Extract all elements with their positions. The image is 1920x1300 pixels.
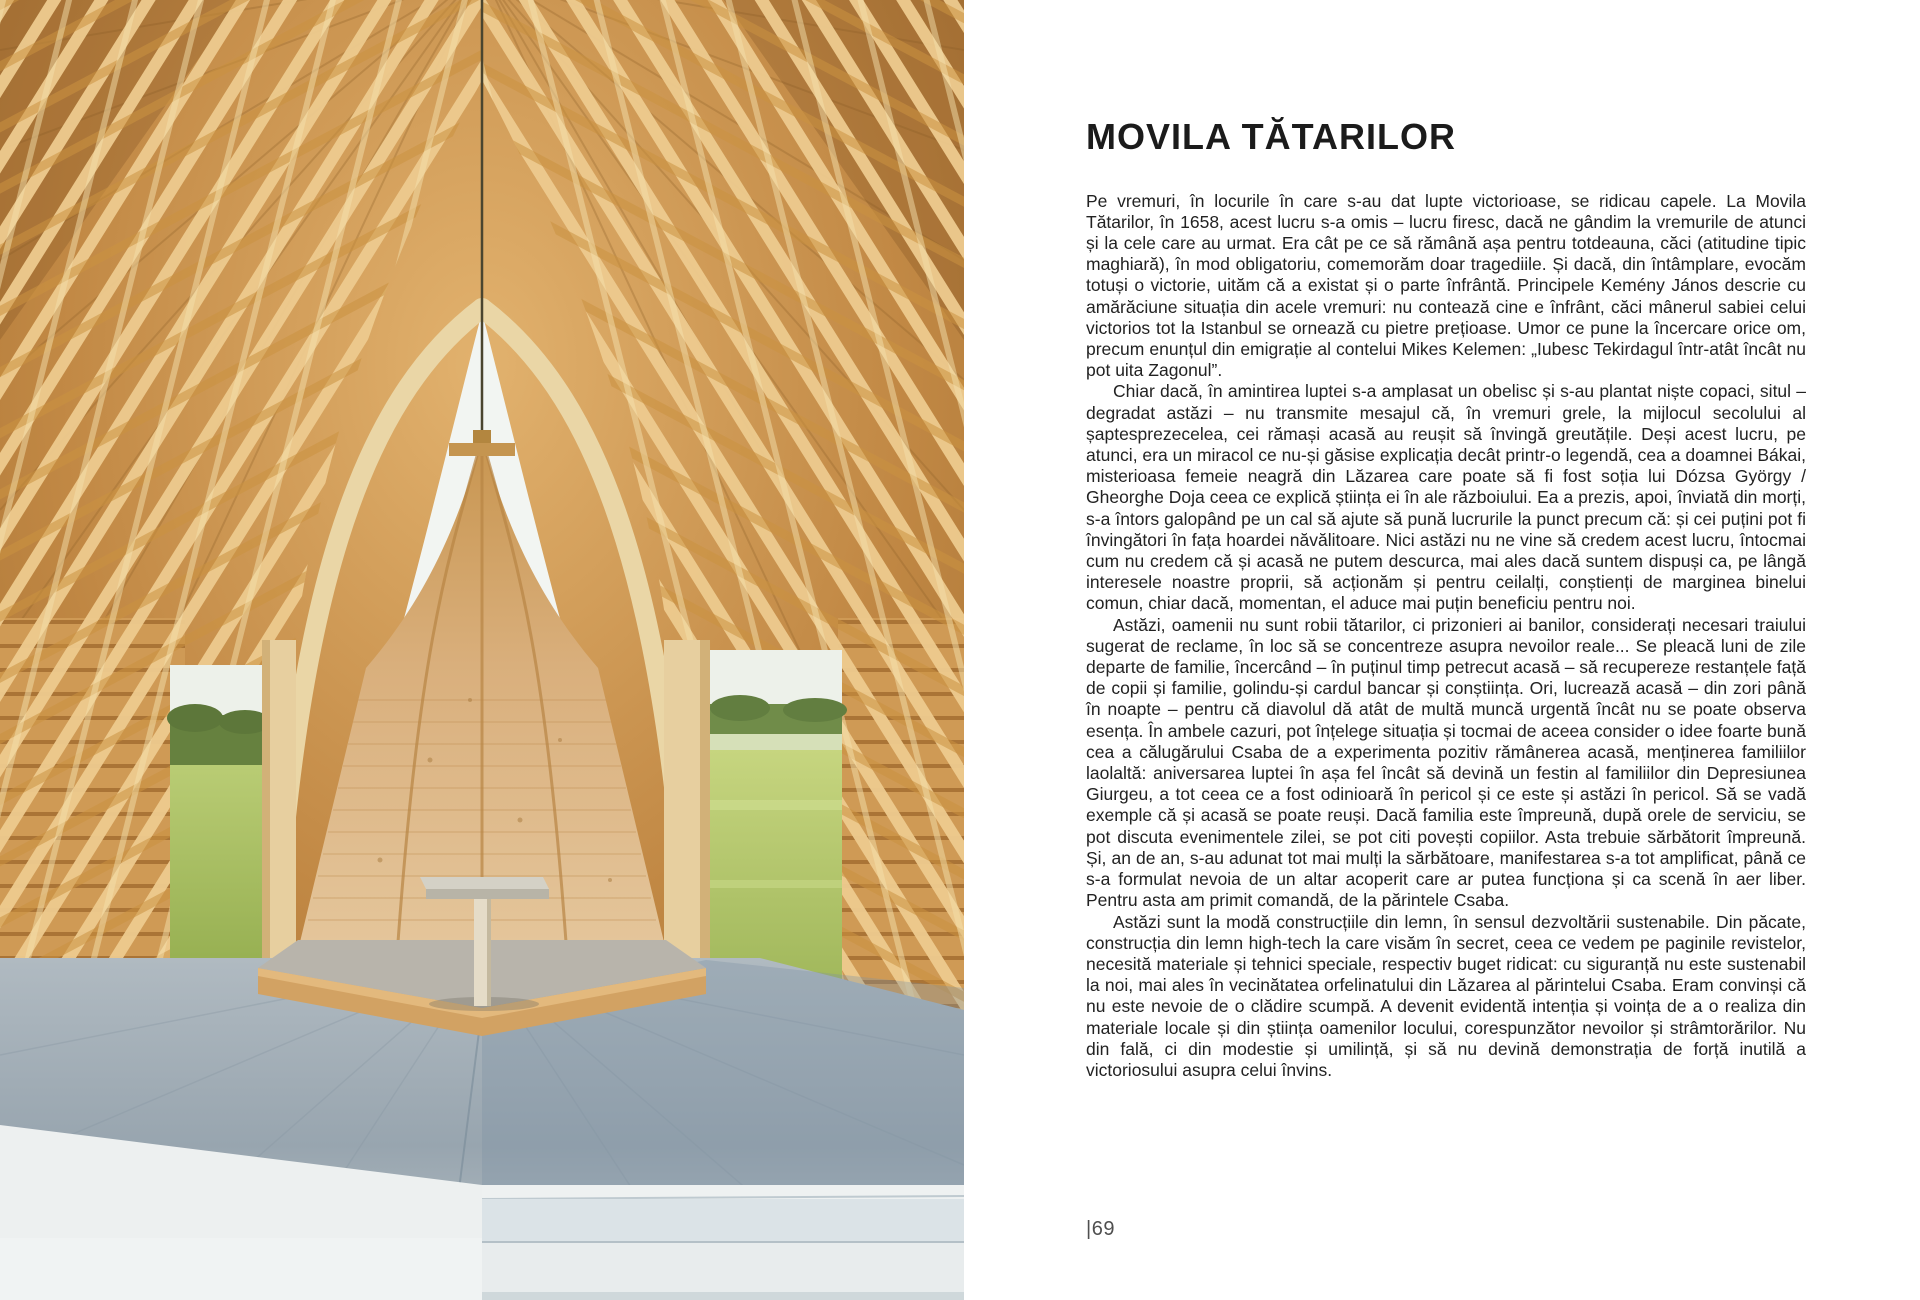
article-body: [1086, 191, 1806, 1082]
sunlit-deck-left: [0, 1238, 482, 1300]
body-paragraph-3: Astăzi, oamenii nu sunt robii tătarilor, ci prizonieri ai banilor, considerați necesari traiului sugerat de reclame, în loc să se concentreze asupra nevoilor reale... Se pleacă luni de zile departe de familie, încercând – în puținul timp petrecut acasă – să recupereze restanțele față de copii și familie, golindu-și cardul bancar și conștiința. Ori, lucrează acasă – din zori până în noapte – pentru că diavolul dă atât de multă muncă urgentă încât nu se poate observa esența. În ambele cazuri, pot înțelege situația și tocmai de aceea consider o idee foarte bună cea a călugărului Csaba de a experimenta pozitiv rămânerea acasă, menținerea familiilor laolaltă: aniversarea luptei în așa fel încât să devină un festin al familiilor din Depresiunea Giurgeu, a tot ceea ce a fost odinioară în pericol și ce este și astăzi în pericol. Să se vadă exemple că și acasă se poate reuși. Dacă familia este împreună, după orele de serviciu, se pot discuta evenimentele zilei, se pot citi povești copiilor. Asta trebuie sărbătorit împreună. Și, an de an, s-au adunat tot mai mulți la sărbătoare, manifestarea s-a tot amplificat, până ce s-a formulat nevoia de un altar acoperit care ar putea funcționa și ca scenă în aer liber. Pentru asta am primit comandă, de la părintele Csaba.: [1086, 614, 1806, 911]
cable-block: [473, 430, 491, 443]
body-paragraph-2: Chiar dacă, în amintirea luptei s-a amplasat un obelisc și s-au plantat niște copaci, situl – degradat astăzi – nu transmite mesajul că, în vremuri grele, la mijlocul secolului al șaptesprezecelea, cei rămași acasă au reușit să învingă greutățile. Deși acest lucru, pe atunci, era un miracol ce nu-și găsise explicația decât printr-o legendă, cea a doamnei Bákai, misterioasa femeie neagră din Lăzarea care poate să fi fost soția lui Dózsa György / Gheorghe Doja ceea ce explică știința ei în ale războiului. Ea a prezis, apoi, înviată din morți, s-a întors galopând pe un cal să ajute să pună lucrurile la punct precum că: și cei puțini pot fi învingători în fața hoardei năvălitoare. Nici astăzi nu ne vine să credem acest lucru, întocmai cum nu credem că și acasă ne putem descurca, mai ales dacă suntem dispuși ca, pe lângă interesele noastre proprii, să acționăm și pentru ceilalți, conștienți de marginea binelui comun, chiar dacă, momentan, el aduce mai puțin beneficiu pentru noi.: [1086, 381, 1806, 614]
grass-left: [170, 765, 265, 985]
body-paragraph-4: Astăzi sunt la modă construcțiile din lemn, în sensul dezvoltării sustenabile. Din păcate, construcția din lemn high-tech la care visăm în secret, ceea ce vedem pe paginile revistelor, necesită materiale și tehnici speciale, respectiv buget ridicat: cu siguranță nu este sustenabil la noi, mai ales în vecinătatea orfelinatului din Lăzarea al părintelui Csaba. Eram convinși că nu este nevoie de o clădire scumpă. A devenit evidentă intenția și voința de a o realiza din materiale locale și din știința oamenilor locului, corespunzător nevoilor și strâmtorărilor. Nu din fală, ci din modestie și umilință, și să nu devină demonstrația de forță inutilă a victoriosului asupra celui învins.: [1086, 911, 1806, 1080]
steps: [482, 1185, 964, 1300]
body-paragraph-1: Pe vremuri, în locurile în care s-au dat lupte victorioase, se ridicau capele. La Movila Tătarilor, în 1658, acest lucru s-a omis – lucru firesc, dacă ne gândim la vremurile de atunci și la cele care au urmat. Era cât pe ce să rămână așa pentru totdeauna, căci (atitudine tipic maghiară), în mod obligatoriu, comemorăm doar tragediile. Și dacă, din întâmplare, evocăm totuși o victorie, uităm că a existat și o parte înfrântă. Principele Kemény János descrie cu amărăciune situația din acele vremuri: nu contează cine e înfrânt, căci mânerul sabiei celui victorios tot la Istanbul se ornează cu pietre prețioase. Umor ce pune la încercare orice om, precum enunțul din emigrație al contelui Mikes Kelemen: „Iubesc Tekirdagul într-atât încât nu pot uita Zagonul”.: [1086, 190, 1806, 381]
cable-crossbar: [449, 443, 515, 456]
chapter-title: MOVILA TĂTARILOR: [1086, 116, 1456, 157]
page-number: |69: [1086, 1218, 1115, 1240]
text-page: [1086, 0, 1806, 1300]
field-opening-left: [167, 665, 271, 985]
